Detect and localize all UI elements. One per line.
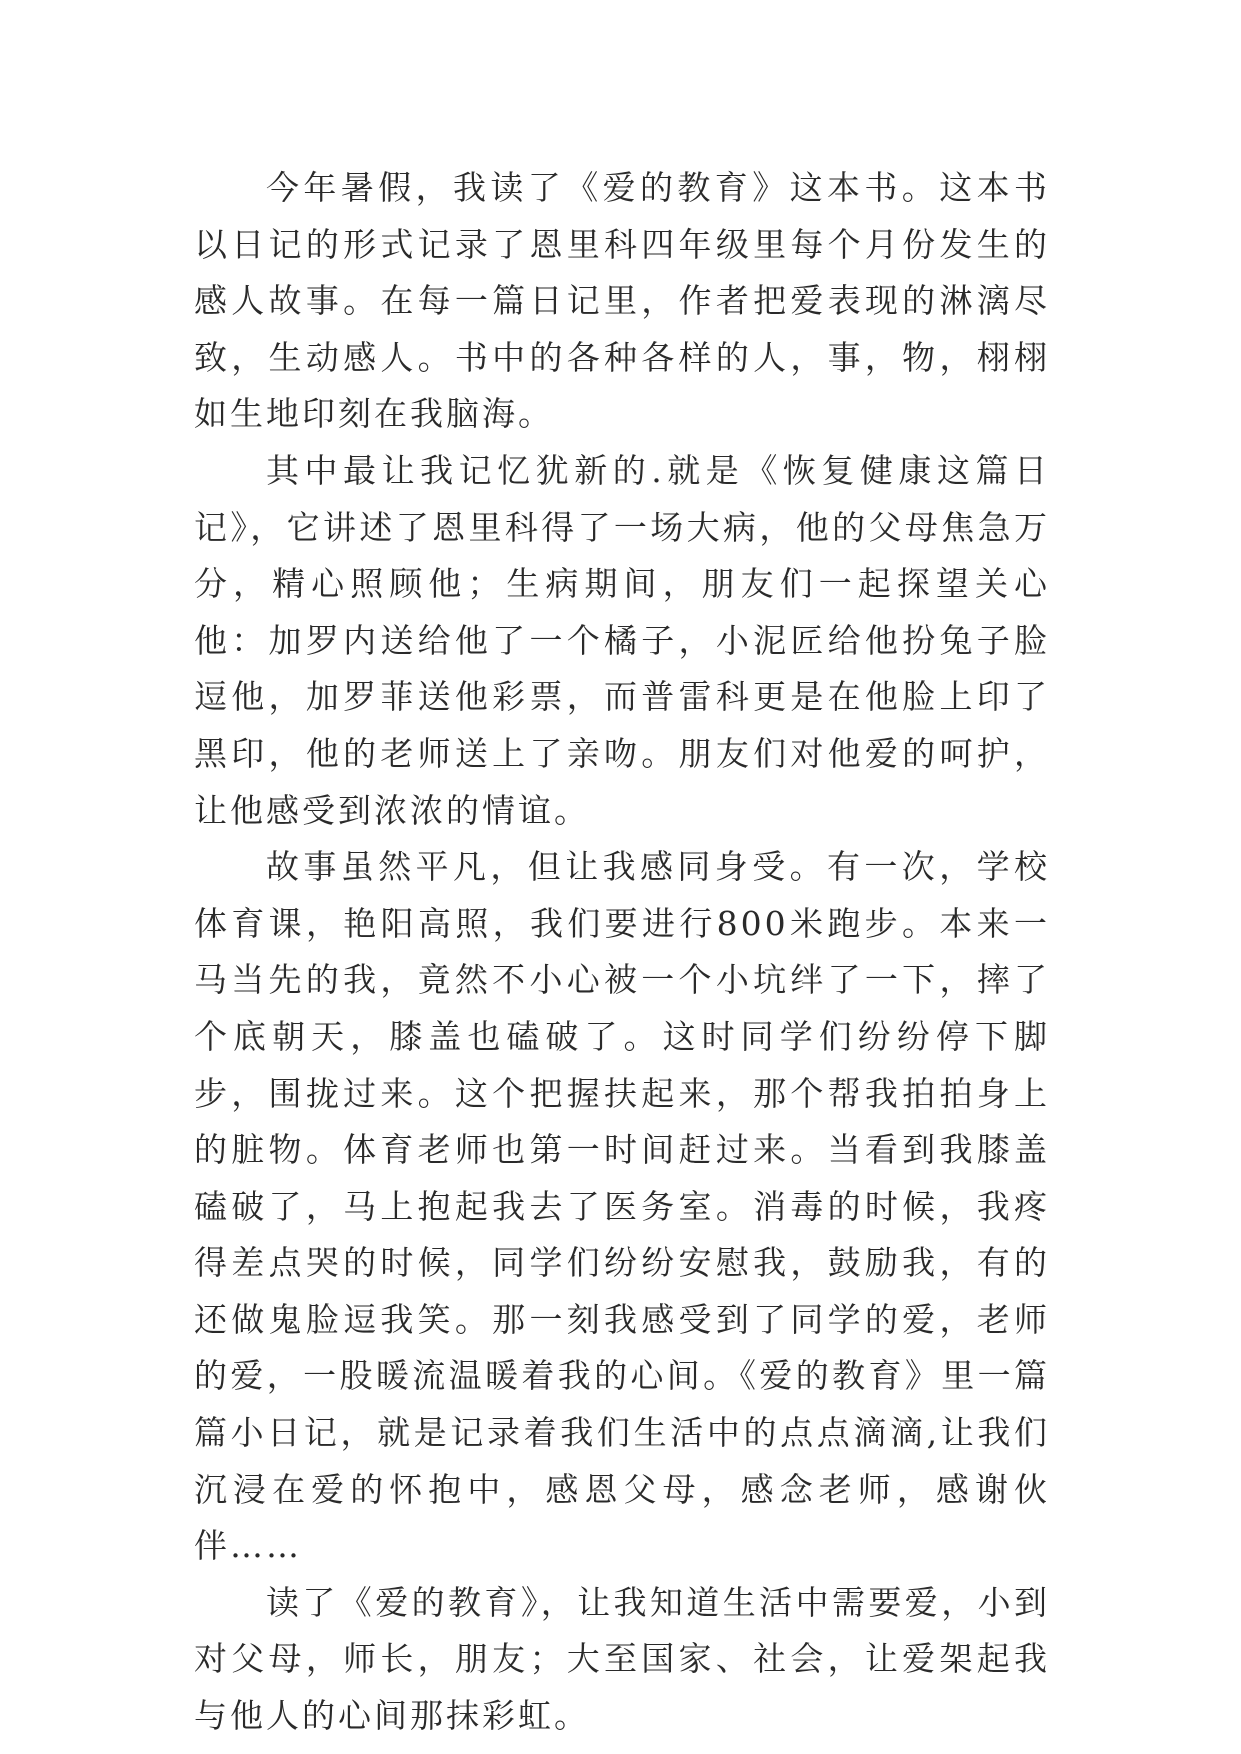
paragraph-2: 其中最让我记忆犹新的.就是《恢复健康这篇日记》，它讲述了恩里科得了一场大病，他的父母焦急万分，精心照顾他；生病期间，朋友们一起探望关心他：加罗内送给他了一个橘子，小泥匠给他扮兔子脸逗他，加罗菲送他彩票，而普雷科更是在他脸上印了黑印，他的老师送上了亲吻。朋友们对他爱的呵护，让他感受到浓浓的情谊。 bbox=[194, 450, 1050, 830]
paragraph-1: 今年暑假，我读了《爱的教育》这本书。这本书以日记的形式记录了恩里科四年级里每个月份发生的感人故事。在每一篇日记里，作者把爱表现的淋漓尽致，生动感人。书中的各种各样的人，事，物，栩栩如生地印刻在我脑海。 bbox=[194, 168, 1050, 434]
paragraph-3: 故事虽然平凡，但让我感同身受。有一次，学校体育课，艳阳高照，我们要进行800米跑步。本来一马当先的我，竟然不小心被一个小坑绊了一下，摔了个底朝天，膝盖也磕破了。这时同学们纷纷停下脚步，围拢过来。这个把握扶起来，那个帮我拍拍身上的脏物。体育老师也第一时间赶过来。当看到我膝盖磕破了，马上抱起我去了医务室。消毒的时候，我疼得差点哭的时候，同学们纷纷安慰我，鼓励我，有的还做鬼脸逗我笑。那一刻我感受到了同学的爱，老师的爱，一股暖流温暖着我的心间。《爱的教育》里一篇篇小日记，就是记录着我们生活中的点点滴滴,让我们沉浸在爱的怀抱中，感恩父母，感念老师，感谢伙伴…… bbox=[194, 847, 1050, 1566]
paragraph-4: 读了《爱的教育》，让我知道生活中需要爱，小到对父母，师长，朋友；大至国家、社会，让爱架起我与他人的心间那抹彩虹。 bbox=[194, 1582, 1050, 1736]
document-body bbox=[194, 160, 1050, 1745]
